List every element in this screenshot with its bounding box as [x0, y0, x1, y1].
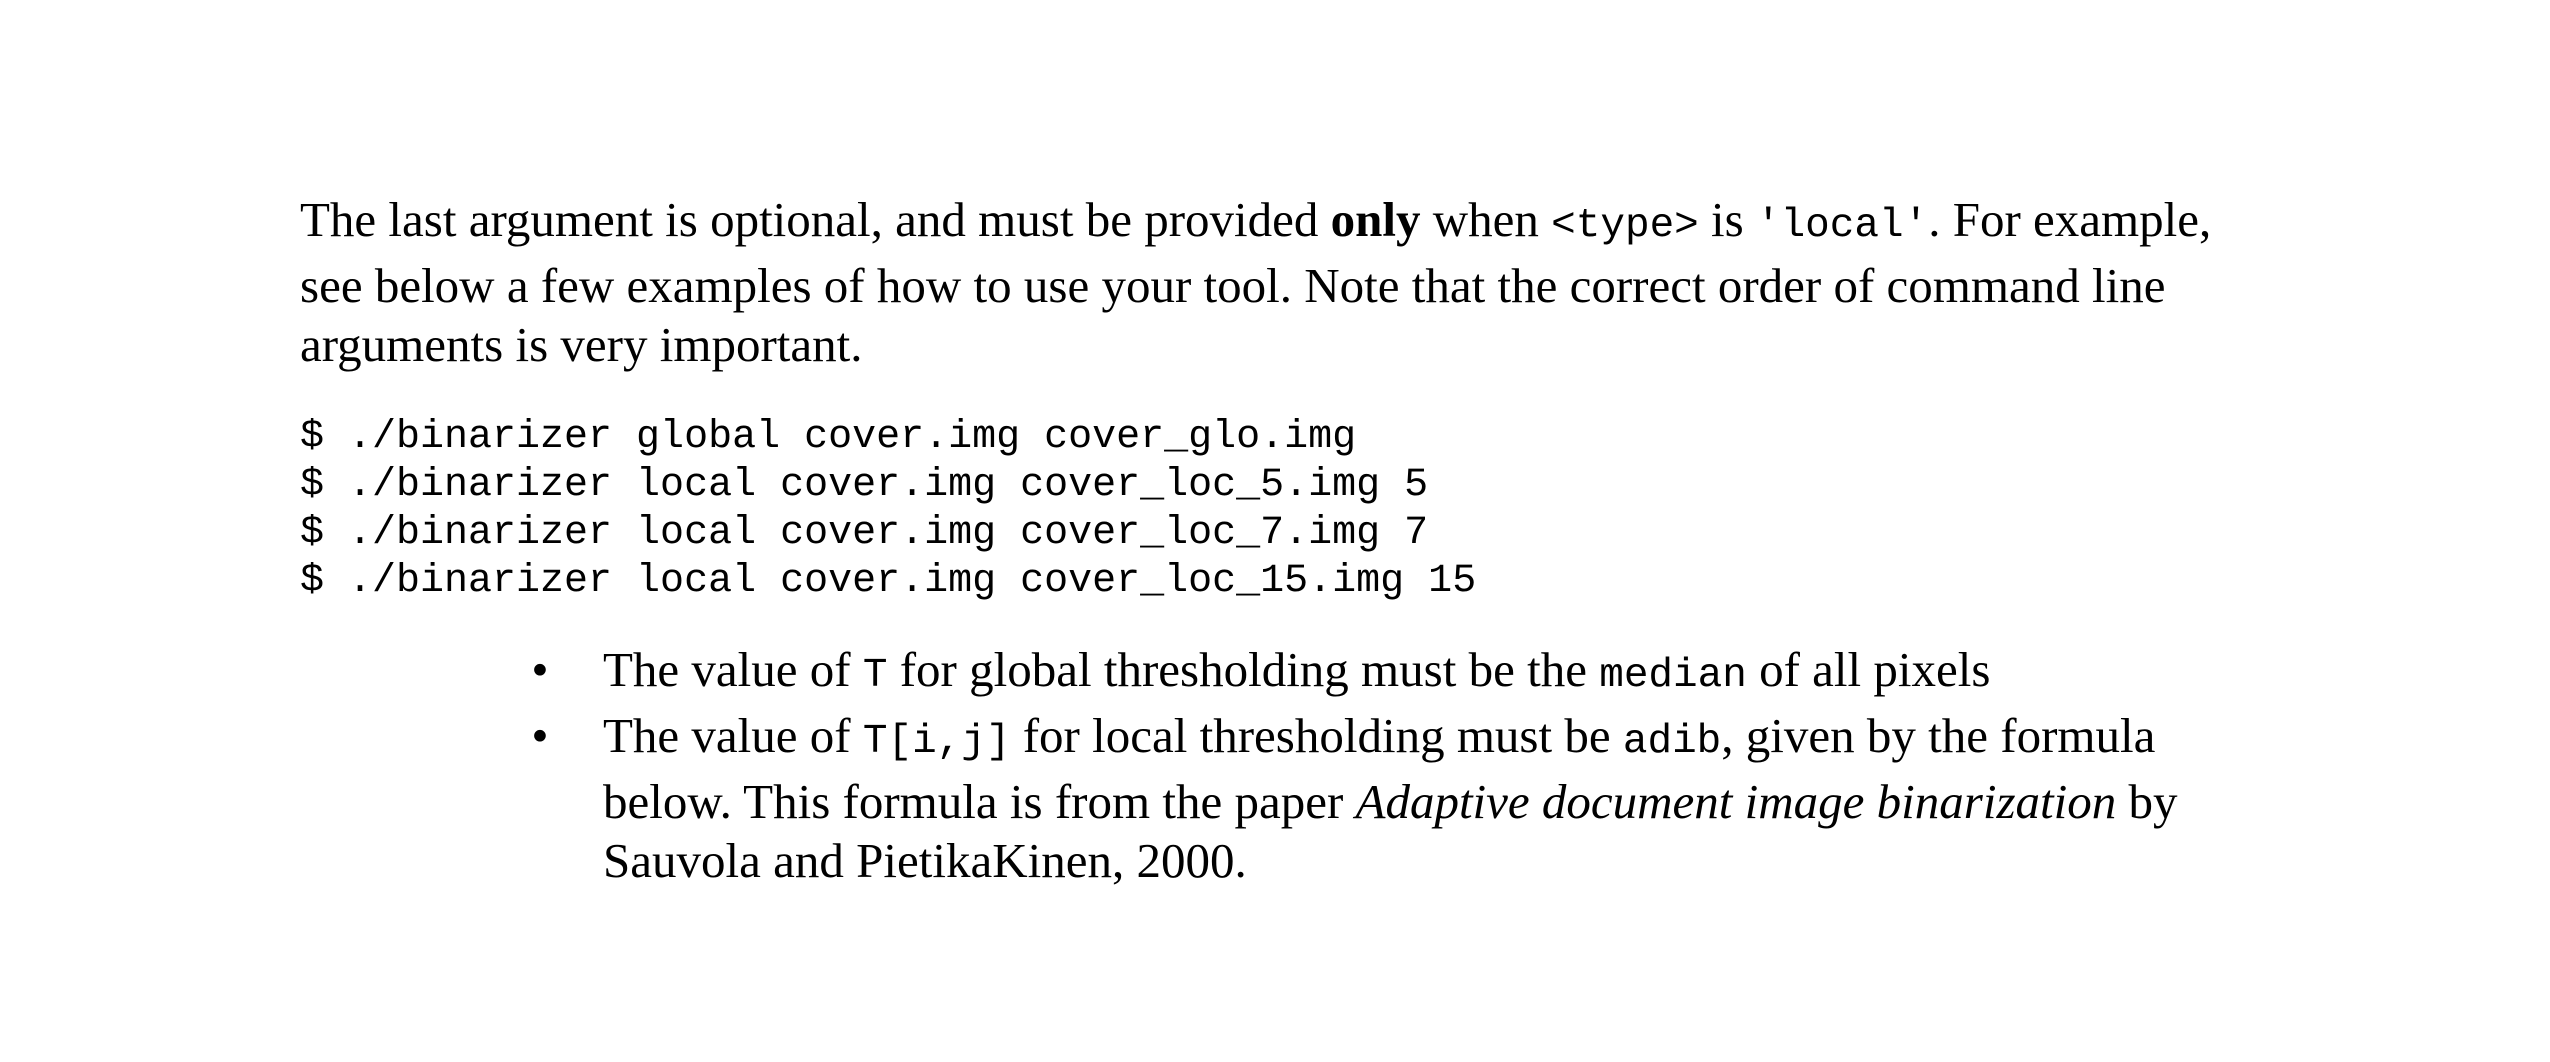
list-text: The value of: [603, 708, 863, 763]
command-examples: [300, 414, 2300, 606]
command-line: $ ./binarizer local cover.img cover_loc_7.img 7: [300, 511, 1429, 556]
list-item-line: [603, 640, 2300, 706]
list-text: of all pixels: [1746, 642, 1991, 697]
document-page: [300, 190, 2300, 890]
inline-code-tij: T[i,j]: [862, 719, 1011, 765]
list-text: by: [2116, 774, 2178, 829]
emphasis-only: only: [1330, 192, 1421, 247]
intro-text: The last argument is optional, and must be provided: [300, 192, 1331, 247]
intro-text: . For example,: [1928, 192, 2212, 247]
paper-title: Adaptive document image binarization: [1355, 774, 2117, 829]
list-item-global-threshold: [300, 640, 2300, 706]
command-line: $ ./binarizer global cover.img cover_glo.img: [300, 415, 1357, 460]
list-item-line: [603, 706, 2300, 772]
bullet-icon: •: [531, 642, 549, 697]
list-text: for local thresholding must be: [1010, 708, 1623, 763]
inline-code-median: median: [1599, 653, 1747, 699]
list-text: The value of: [603, 642, 863, 697]
list-text: for global thresholding must be the: [887, 642, 1600, 697]
intro-line-1: [300, 190, 2300, 256]
intro-line-2: see below a few examples of how to use your tool. Note that the correct order of command line: [300, 258, 2166, 313]
intro-text: is: [1698, 192, 1756, 247]
command-line: $ ./binarizer local cover.img cover_loc_5.img 5: [300, 463, 1429, 508]
list-item-line: [603, 772, 2300, 831]
requirements-list: [300, 640, 2300, 890]
inline-code-adib: adib: [1622, 719, 1722, 765]
intro-line-3: arguments is very important.: [300, 317, 863, 372]
list-item-local-threshold: [300, 706, 2300, 890]
intro-text: when: [1420, 192, 1552, 247]
inline-code-t: T: [862, 653, 888, 699]
inline-code-local: 'local': [1755, 203, 1929, 249]
list-item-line: Sauvola and PietikaKinen, 2000.: [603, 833, 1247, 888]
inline-code-type: <type>: [1551, 203, 1699, 249]
list-text: , given by the formula: [1721, 708, 2156, 763]
command-line: $ ./binarizer local cover.img cover_loc_15.img 15: [300, 559, 1477, 604]
list-text: below. This formula is from the paper: [603, 774, 1356, 829]
bullet-icon: •: [531, 708, 549, 763]
intro-paragraph: [300, 190, 2300, 374]
